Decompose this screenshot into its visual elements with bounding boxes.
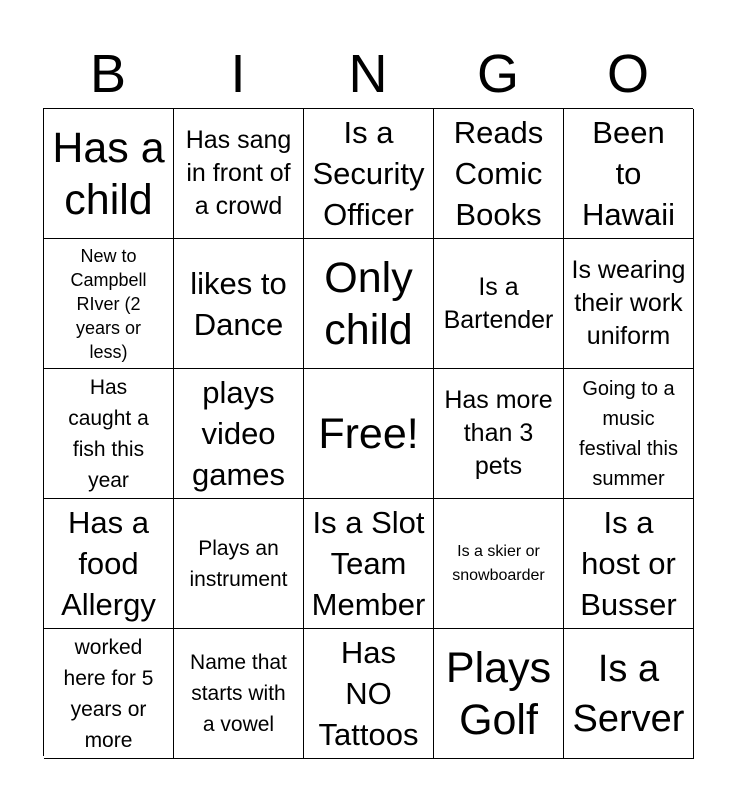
cell-text: Name that starts with a vowel bbox=[190, 651, 287, 736]
cell-text: Has a food Allergy bbox=[61, 505, 156, 622]
bingo-cell[interactable] bbox=[44, 109, 174, 239]
bingo-cell[interactable] bbox=[44, 239, 174, 369]
bingo-cell[interactable] bbox=[304, 109, 434, 239]
cell-text: Has sang in front of a crowd bbox=[185, 126, 292, 220]
header-letter-g: G bbox=[476, 44, 519, 104]
bingo-cell[interactable] bbox=[174, 109, 304, 239]
cell-text: Has more than 3 pets bbox=[444, 386, 553, 480]
cell-text: Reads Comic Books bbox=[453, 115, 544, 232]
bingo-cell[interactable] bbox=[434, 629, 564, 759]
cell-text: Is a Bartender bbox=[443, 272, 554, 334]
cell-text: New to Campbell RIver (2 years or less) bbox=[70, 245, 147, 362]
bingo-cell[interactable] bbox=[174, 499, 304, 629]
bingo-cell[interactable] bbox=[434, 109, 564, 239]
cell-text: Is a Server bbox=[572, 647, 685, 740]
bingo-cell[interactable] bbox=[304, 629, 434, 759]
header-letter-n: N bbox=[348, 44, 388, 104]
cell-text: Plays Golf bbox=[445, 643, 552, 744]
bingo-card-grid bbox=[43, 108, 693, 756]
cell-text: Going to a music festival this summer bbox=[579, 377, 678, 490]
bingo-cell[interactable] bbox=[304, 239, 434, 369]
cell-text: likes to Dance bbox=[190, 265, 287, 342]
cell-text: Is a skier or snowboarder bbox=[452, 542, 545, 584]
cell-text: worked here for 5 years or more bbox=[63, 635, 154, 752]
cell-text: Is a Slot Team Member bbox=[311, 505, 426, 622]
header-letter-o: O bbox=[606, 44, 649, 104]
bingo-cell[interactable] bbox=[44, 629, 174, 759]
header-letter-i: I bbox=[230, 44, 246, 104]
bingo-cell[interactable] bbox=[434, 499, 564, 629]
cell-text: Been to Hawaii bbox=[581, 115, 676, 232]
cell-text: Plays an instrument bbox=[189, 536, 288, 591]
free-space-cell[interactable] bbox=[304, 369, 434, 499]
bingo-cell[interactable] bbox=[564, 369, 694, 499]
bingo-cell[interactable] bbox=[564, 239, 694, 369]
bingo-cell[interactable] bbox=[434, 369, 564, 499]
bingo-cell[interactable] bbox=[564, 109, 694, 239]
cell-text: Only child bbox=[324, 253, 413, 354]
cell-text: Has caught a fish this year bbox=[68, 375, 149, 492]
cell-text: Free! bbox=[318, 409, 419, 458]
bingo-cell[interactable] bbox=[564, 499, 694, 629]
bingo-cell[interactable] bbox=[174, 369, 304, 499]
cell-text: Has NO Tattoos bbox=[318, 635, 419, 752]
bingo-cell[interactable] bbox=[44, 369, 174, 499]
bingo-cell[interactable] bbox=[174, 239, 304, 369]
cell-text: Is wearing their work uniform bbox=[571, 256, 686, 350]
cell-text: Is a host or Busser bbox=[580, 505, 677, 622]
bingo-cell[interactable] bbox=[434, 239, 564, 369]
cell-text: plays video games bbox=[191, 375, 286, 492]
bingo-cell[interactable] bbox=[304, 499, 434, 629]
bingo-cell[interactable] bbox=[44, 499, 174, 629]
header-letter-b: B bbox=[89, 44, 127, 104]
cell-text: Is a Security Officer bbox=[312, 115, 425, 232]
bingo-cell[interactable] bbox=[564, 629, 694, 759]
cell-text: Has a child bbox=[52, 123, 165, 224]
bingo-cell[interactable] bbox=[174, 629, 304, 759]
bingo-header bbox=[43, 40, 693, 108]
